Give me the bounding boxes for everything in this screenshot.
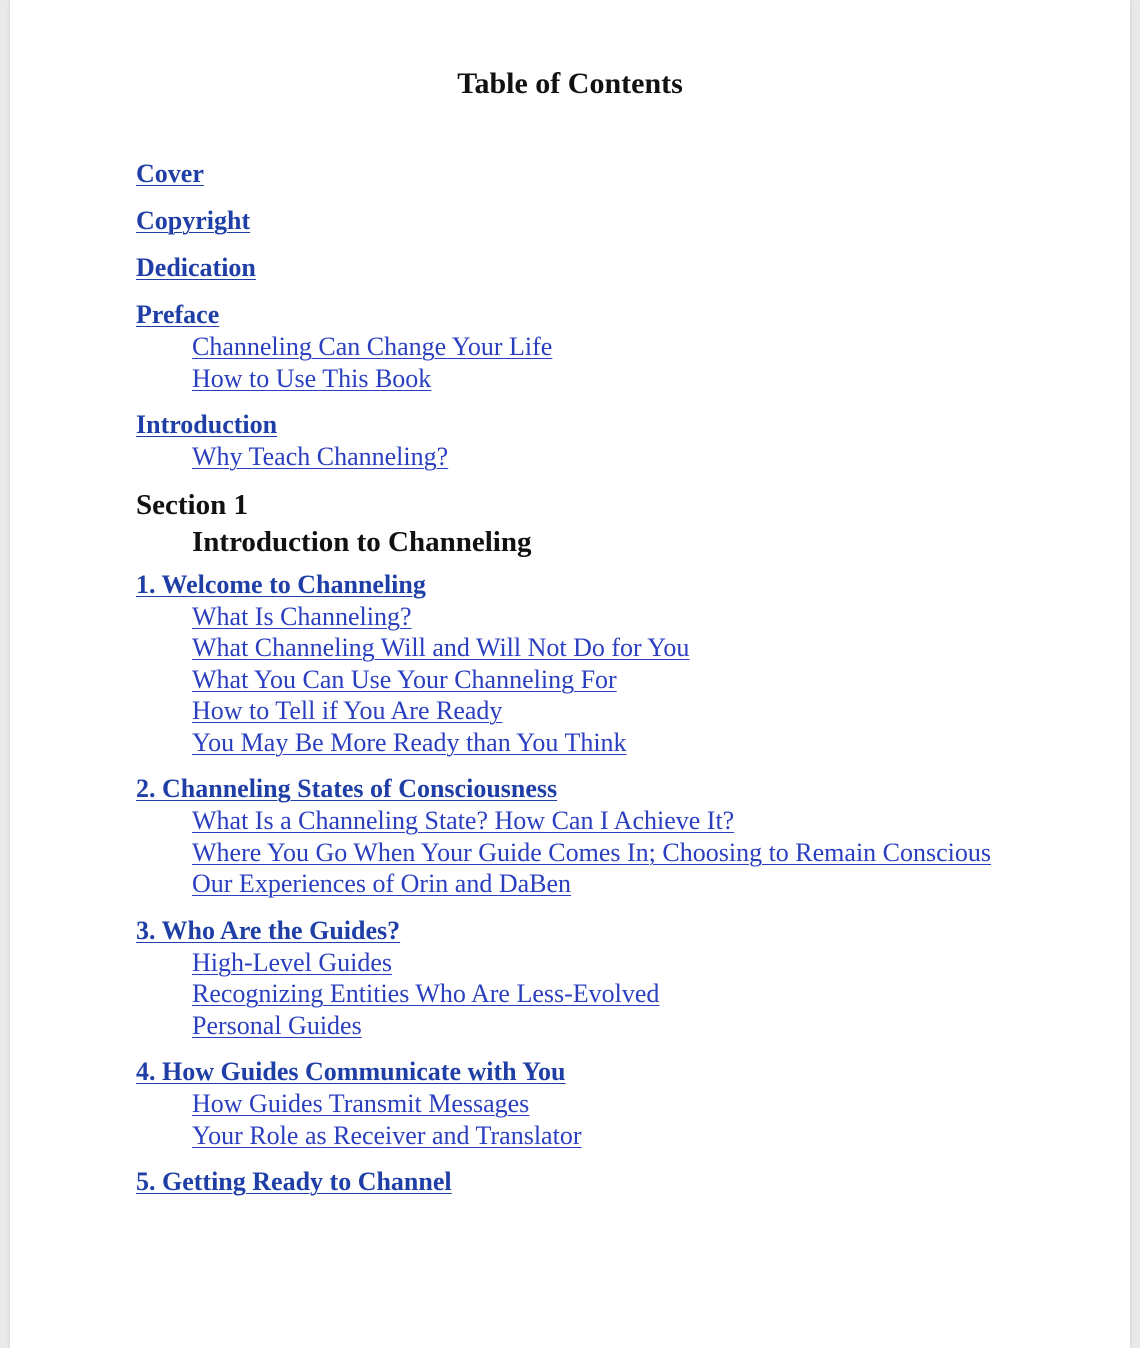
toc-link-what-you-can-use[interactable]: What You Can Use Your Channeling For (192, 664, 617, 694)
page-title: Table of Contents (457, 67, 683, 100)
toc-link-preface[interactable]: Preface (136, 300, 220, 329)
toc-link-chapter-2[interactable]: 2. Channeling States of Consciousness (136, 774, 558, 803)
toc-link-chapter-4[interactable]: 4. How Guides Communicate with You (136, 1057, 566, 1086)
toc-link-receiver-translator[interactable]: Your Role as Receiver and Translator (192, 1120, 582, 1150)
toc-link-copyright[interactable]: Copyright (136, 206, 251, 235)
toc-link-chapter-1[interactable]: 1. Welcome to Channeling (136, 569, 426, 599)
toc-link-how-to-tell-ready[interactable]: How to Tell if You Are Ready (192, 696, 503, 725)
toc-link-why-teach-channeling[interactable]: Why Teach Channeling? (192, 442, 449, 471)
toc-link-channeling-can-change-your-life[interactable]: Channeling Can Change Your Life (192, 332, 553, 361)
toc-link-what-channeling-will-do[interactable]: What Channeling Will and Will Not Do for You (192, 633, 690, 662)
toc-link-orin-and-daben[interactable]: Our Experiences of Orin and DaBen (192, 869, 572, 898)
document-page (10, 0, 1130, 1348)
toc-link-what-is-channeling-state[interactable]: What Is a Channeling State? How Can I Achieve It? (192, 806, 735, 835)
toc-link-more-ready[interactable]: You May Be More Ready than You Think (192, 727, 627, 757)
toc-link-personal-guides[interactable]: Personal Guides (192, 1010, 362, 1040)
table-of-contents (136, 158, 1016, 1198)
toc-link-chapter-3[interactable]: 3. Who Are the Guides? (136, 915, 401, 945)
toc-link-chapter-5[interactable]: 5. Getting Ready to Channel (136, 1167, 452, 1196)
toc-link-what-is-channeling[interactable]: What Is Channeling? (192, 601, 412, 631)
toc-link-high-level-guides[interactable]: High-Level Guides (192, 947, 393, 977)
toc-link-dedication[interactable]: Dedication (136, 253, 256, 282)
toc-link-less-evolved-entities[interactable]: Recognizing Entities Who Are Less-Evolved (192, 979, 660, 1008)
toc-link-introduction[interactable]: Introduction (136, 410, 278, 439)
toc-link-how-to-use-this-book[interactable]: How to Use This Book (192, 363, 432, 393)
toc-link-cover[interactable]: Cover (136, 159, 204, 188)
toc-link-transmit-messages[interactable]: How Guides Transmit Messages (192, 1089, 530, 1118)
toc-link-where-you-go[interactable]: Where You Go When Your Guide Comes In; Choosing to Remain Conscious (192, 837, 992, 867)
section-heading: Section 1 (136, 488, 248, 521)
section-subtitle: Introduction to Channeling (192, 525, 532, 558)
